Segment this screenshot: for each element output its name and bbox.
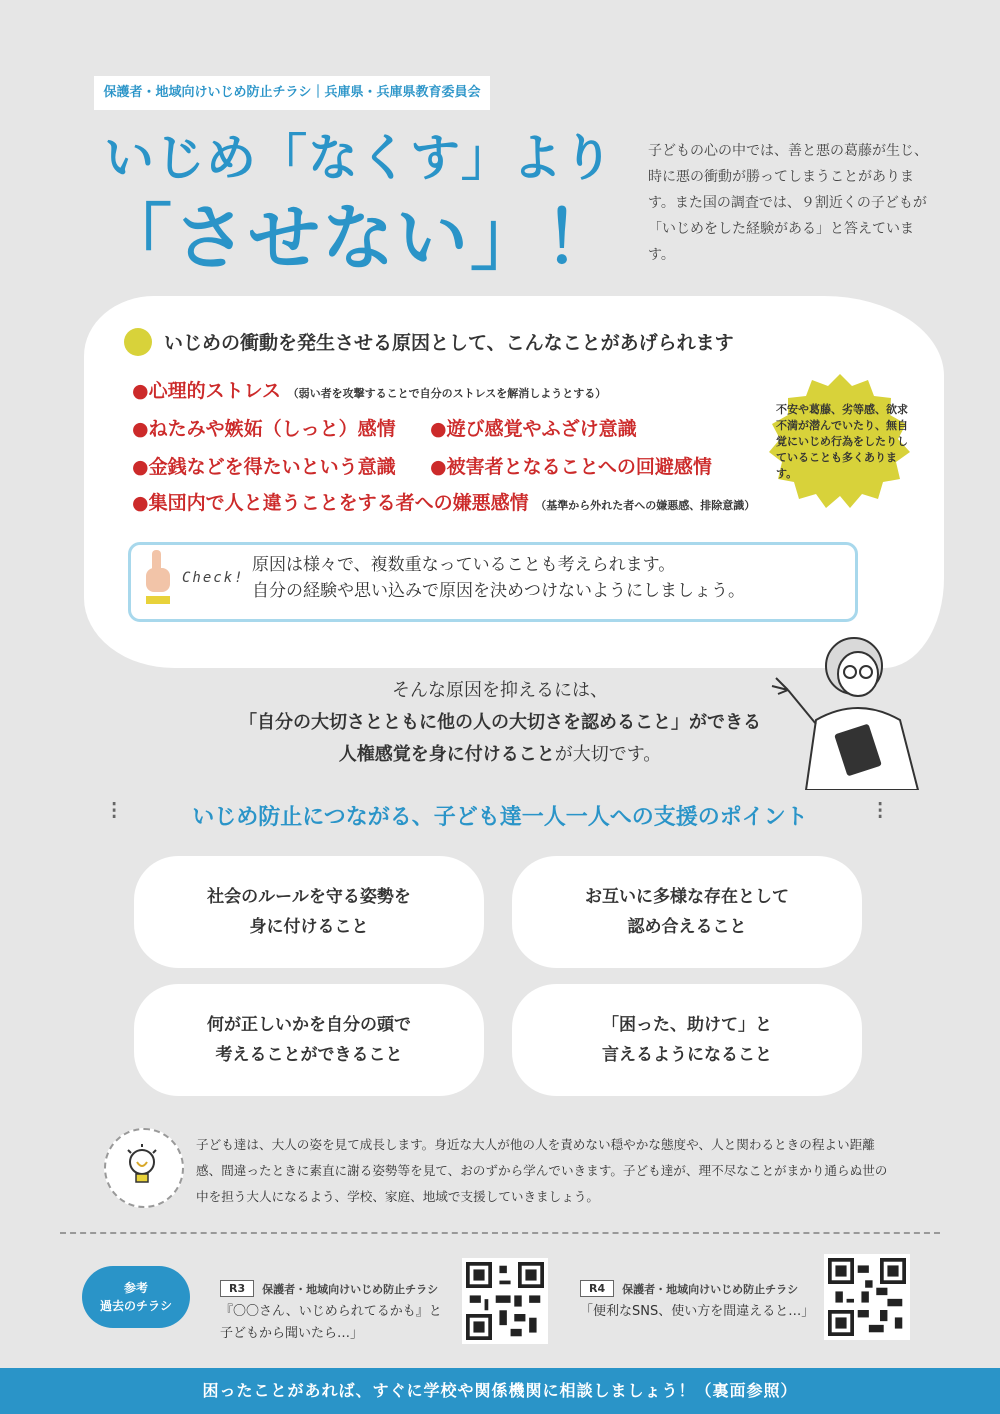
support-point: 社会のルールを守る姿勢を 身に付けること bbox=[134, 856, 484, 968]
support-title: いじめ防止につながる、子ども達一人一人への支援のポイント bbox=[192, 805, 808, 830]
cause-label: ●金銭などを得たいという意識 bbox=[132, 456, 396, 478]
message-line1: そんな原因を抑えるには、 bbox=[392, 680, 608, 701]
cause-label: ●集団内で人と違うことをする者への嫌悪感情 bbox=[132, 492, 529, 514]
reference-badge-line: 参考 bbox=[123, 1281, 148, 1295]
teacher-illustration bbox=[766, 620, 926, 790]
footer-banner: 困ったことがあれば、すぐに学校や関係機関に相談しましょう！（裏面参照） bbox=[0, 1368, 1000, 1414]
pointing-hand-icon bbox=[140, 548, 174, 608]
bullet-dot-icon bbox=[124, 328, 152, 356]
cause-item bbox=[132, 452, 396, 479]
reference-item[interactable] bbox=[220, 1280, 456, 1345]
check-label: Check! bbox=[182, 570, 245, 586]
cause-item bbox=[430, 452, 712, 479]
cause-label: ●被害者となることへの回避感情 bbox=[430, 456, 712, 478]
message-emphasis: 人権感覚を身に付けること bbox=[338, 744, 555, 765]
message-line2: 「自分の大切さとともに他の人の大切さを認めること」ができる bbox=[239, 712, 761, 733]
reference-name: 保護者・地域向けいじめ防止チラシ bbox=[262, 1282, 439, 1296]
cause-note: （基準から外れた者への嫌悪感、排除意識） bbox=[535, 499, 756, 512]
reference-tag: R4 bbox=[580, 1280, 614, 1297]
closing-text: 子ども達は、大人の姿を見て成長します。身近な大人が他の人を責めない穏やかな態度や、人と関わるときの程よい距離感、間違ったときに素直に謝る姿勢等を見て、おのずから学んでいきます。子ども達が、理不尽なことがまかり通らぬ世の中を担う大人になるよう、学校、家庭、地域で支援していきましょう。 bbox=[196, 1137, 888, 1204]
reference-name: 保護者・地域向けいじめ防止チラシ bbox=[622, 1282, 799, 1296]
reference-badge bbox=[82, 1266, 190, 1328]
intro-text: 子どもの心の中では、善と悪の葛藤が生じ、時に悪の衝動が勝ってしまうことがあります。また国の調査では、９割近くの子どもが「いじめをした経験がある」と答えています。 bbox=[648, 143, 928, 263]
cause-note: （弱い者を攻撃することで自分のストレスを解消しようとする） bbox=[287, 387, 607, 400]
cause-label: ●ねたみや嫉妬（しっと）感情 bbox=[132, 418, 396, 440]
headline-line2: 「させない」！ bbox=[100, 196, 619, 280]
check-line: 自分の経験や思い込みで原因を決めつけないようにしましょう。 bbox=[252, 581, 745, 601]
support-point: お互いに多様な存在として 認め合えること bbox=[512, 856, 862, 968]
message-rest: が大切です。 bbox=[554, 744, 662, 765]
cause-item bbox=[132, 376, 606, 403]
reference-tag: R3 bbox=[220, 1280, 254, 1297]
cause-label: ●心理的ストレス bbox=[132, 380, 282, 402]
check-line: 原因は様々で、複数重なっていることも考えられます。 bbox=[252, 555, 676, 575]
support-point: 「困った、助けて」と 言えるようになること bbox=[512, 984, 862, 1096]
reference-title: 「便利なSNS、使い方を間違えると…」 bbox=[580, 1304, 815, 1319]
deco-lines-icon: ⁝ bbox=[876, 796, 885, 826]
reference-title: 子どもから聞いたら…」 bbox=[220, 1326, 364, 1341]
reference-title: 『〇〇さん、いじめられてるかも』と bbox=[220, 1304, 442, 1319]
lightbulb-icon bbox=[124, 1144, 160, 1190]
cause-item bbox=[132, 414, 396, 441]
check-text bbox=[252, 552, 745, 604]
qr-code-icon[interactable] bbox=[462, 1258, 548, 1344]
headline-line1: いじめ「なくす」より bbox=[104, 129, 614, 187]
flyer-category-label: 保護者・地域向けいじめ防止チラシ｜兵庫県・兵庫県教育委員会 bbox=[94, 76, 490, 110]
burst-text: 不安や葛藤、劣等感、欲求不満が潜んでいたり、無自覚にいじめ行為をしたりしていることも多くあります。 bbox=[776, 403, 908, 480]
divider bbox=[60, 1232, 940, 1234]
reference-item[interactable] bbox=[580, 1280, 816, 1323]
cause-item bbox=[430, 414, 637, 441]
qr-code-icon[interactable] bbox=[824, 1254, 910, 1340]
causes-heading: いじめの衝動を発生させる原因として、こんなことがあげられます bbox=[164, 332, 734, 354]
deco-lines-icon: ⁝ bbox=[110, 796, 119, 826]
support-point: 何が正しいかを自分の頭で 考えることができること bbox=[134, 984, 484, 1096]
cause-label: ●遊び感覚やふざけ意識 bbox=[430, 418, 637, 440]
reference-badge-line: 過去のチラシ bbox=[99, 1299, 172, 1313]
cause-item bbox=[132, 488, 755, 515]
